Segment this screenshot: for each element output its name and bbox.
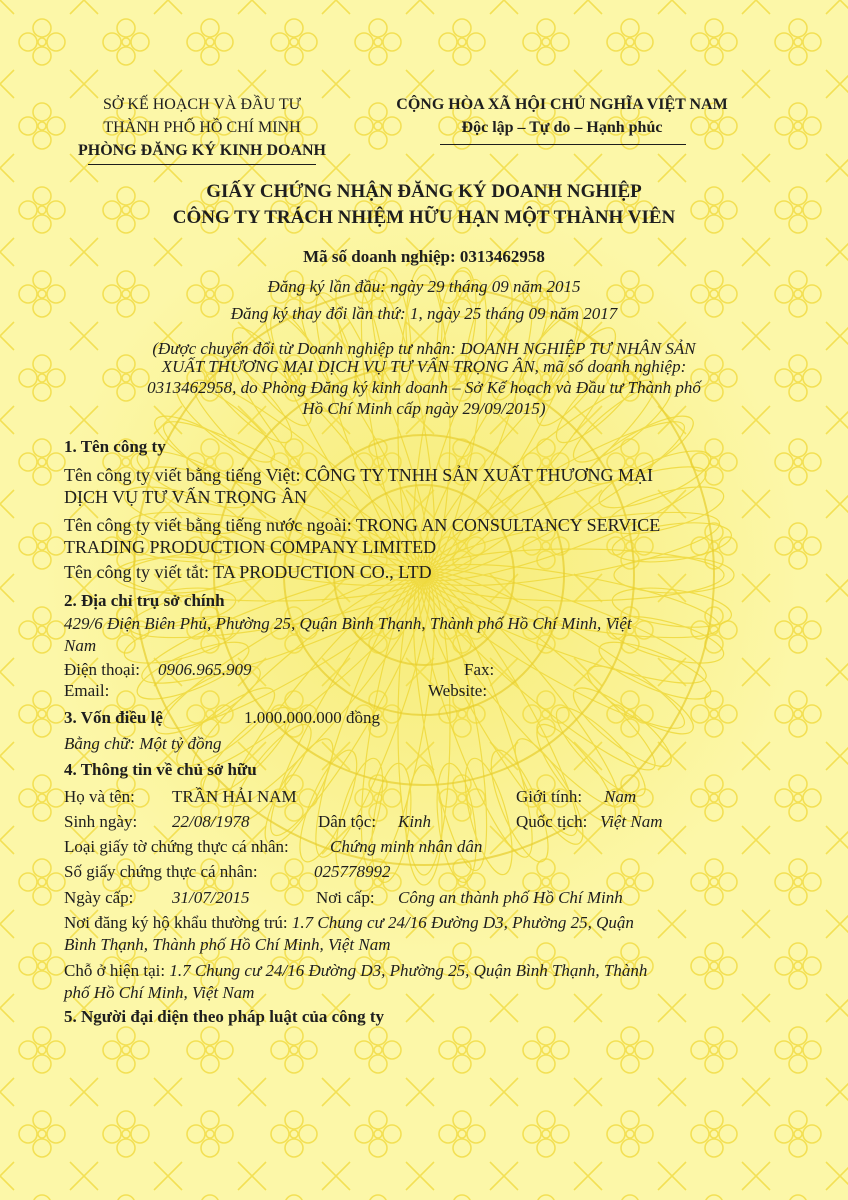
charter-capital-in-words: Bằng chữ: Một tỷ đồng bbox=[64, 734, 222, 753]
permanent-address-value-line2: Bình Thạnh, Thành phố Hồ Chí Minh, Việt Nam bbox=[64, 935, 391, 954]
id-type-label: Loại giấy tờ chứng thực cá nhân: bbox=[64, 837, 289, 856]
current-address-value: 1.7 Chung cư 24/16 Đường D3, Phường 25, Quận Bình Thạnh, Thành bbox=[169, 961, 648, 980]
section4-heading: 4. Thông tin về chủ sở hữu bbox=[64, 760, 257, 779]
agency-name-line1: SỞ KẾ HOẠCH VÀ ĐẦU TƯ bbox=[102, 96, 302, 113]
permanent-address-label: Nơi đăng ký hộ khẩu thường trú: bbox=[64, 913, 288, 932]
company-name-foreign-row bbox=[64, 515, 660, 536]
head-office-address-line2: Nam bbox=[64, 636, 97, 655]
phone-label: Điện thoại: bbox=[64, 660, 141, 679]
id-number-value: 025778992 bbox=[314, 862, 391, 881]
current-address-label: Chỗ ở hiện tại: bbox=[64, 961, 166, 980]
company-short-name-value: TA PRODUCTION CO., LTD bbox=[213, 562, 432, 582]
national-motto: Độc lập – Tự do – Hạnh phúc bbox=[461, 119, 663, 136]
nationality-value: Việt Nam bbox=[600, 812, 663, 831]
agency-name-line3: PHÒNG ĐĂNG KÝ KINH DOANH bbox=[78, 142, 326, 159]
fax-label: Fax: bbox=[464, 660, 495, 679]
website-label: Website: bbox=[428, 681, 488, 700]
company-name-foreign-label: Tên công ty viết bằng tiếng nước ngoài: bbox=[64, 515, 352, 535]
document-title-line1: GIẤY CHỨNG NHẬN ĐĂNG KÝ DOANH NGHIỆP bbox=[206, 181, 642, 202]
issue-date-value: 31/07/2015 bbox=[172, 888, 250, 907]
section5-heading: 5. Người đại diện theo pháp luật của công ty bbox=[64, 1007, 384, 1026]
dob-label: Sinh ngày: bbox=[64, 812, 138, 831]
company-name-vn-row bbox=[64, 465, 653, 486]
owner-name-value: TRẦN HẢI NAM bbox=[172, 787, 297, 806]
company-name-foreign-value: TRONG AN CONSULTANCY SERVICE bbox=[355, 515, 661, 535]
motto-underline bbox=[440, 144, 686, 145]
ethnicity-label: Dân tộc: bbox=[318, 812, 377, 831]
nationality-label: Quốc tịch: bbox=[516, 812, 588, 831]
id-number-label: Số giấy chứng thực cá nhân: bbox=[64, 862, 258, 881]
charter-capital-amount: 1.000.000.000 đồng bbox=[244, 708, 380, 727]
conversion-note-line1: (Được chuyển đổi từ Doanh nghiệp tư nhân: DOANH NGHIỆP TƯ NHÂN SẢN bbox=[152, 339, 696, 358]
company-name-foreign-value-line2: TRADING PRODUCTION COMPANY LIMITED bbox=[64, 537, 437, 557]
section2-heading: 2. Địa chỉ trụ sở chính bbox=[64, 591, 225, 610]
conversion-note-line2: XUẤT THƯƠNG MẠI DỊCH VỤ TƯ VẤN TRỌNG ÂN, mã số doanh nghiệp: bbox=[161, 357, 687, 376]
section3-heading: 3. Vốn điều lệ bbox=[64, 708, 163, 727]
company-name-vn-value: CÔNG TY TNHH SẢN XUẤT THƯƠNG MẠI bbox=[305, 465, 654, 485]
section1-heading: 1. Tên công ty bbox=[64, 437, 166, 456]
conversion-note-line4: Hồ Chí Minh cấp ngày 29/09/2015) bbox=[302, 399, 546, 418]
national-title: CỘNG HÒA XÃ HỘI CHỦ NGHĨA VIỆT NAM bbox=[396, 96, 728, 113]
phone-value: 0906.965.909 bbox=[158, 660, 252, 679]
company-name-vn-value-line2: DỊCH VỤ TƯ VẤN TRỌNG ÂN bbox=[64, 487, 308, 507]
change-registration: Đăng ký thay đổi lần thứ: 1, ngày 25 tháng 09 năm 2017 bbox=[230, 304, 618, 323]
agency-name-line2: THÀNH PHỐ HỒ CHÍ MINH bbox=[103, 119, 301, 136]
company-name-vn-label: Tên công ty viết bằng tiếng Việt: bbox=[64, 465, 301, 485]
ethnicity-value: Kinh bbox=[398, 812, 432, 831]
id-type-value: Chứng minh nhân dân bbox=[330, 837, 483, 856]
conversion-note-line3: 0313462958, do Phòng Đăng ký kinh doanh – Sở Kế hoạch và Đầu tư Thành phố bbox=[147, 378, 701, 397]
company-short-name-label: Tên công ty viết tắt: bbox=[64, 562, 209, 582]
owner-name-label: Họ và tên: bbox=[64, 787, 135, 806]
permanent-address-row bbox=[64, 913, 634, 933]
current-address-value-line2: phố Hồ Chí Minh, Việt Nam bbox=[64, 983, 255, 1002]
permanent-address-value: 1.7 Chung cư 24/16 Đường D3, Phường 25, Quận bbox=[291, 913, 634, 932]
gender-label: Giới tính: bbox=[516, 787, 583, 806]
company-short-name-row bbox=[64, 562, 432, 583]
email-label: Email: bbox=[64, 681, 110, 700]
issue-place-value: Công an thành phố Hồ Chí Minh bbox=[398, 888, 623, 907]
document-title-line2: CÔNG TY TRÁCH NHIỆM HỮU HẠN MỘT THÀNH VIÊN bbox=[172, 207, 676, 228]
gender-value: Nam bbox=[604, 787, 637, 806]
first-registration-date: Đăng ký lần đầu: ngày 29 tháng 09 năm 2015 bbox=[267, 277, 581, 296]
business-code: Mã số doanh nghiệp: 0313462958 bbox=[303, 247, 545, 266]
dob-value: 22/08/1978 bbox=[172, 812, 250, 831]
issue-place-label: Nơi cấp: bbox=[316, 888, 375, 907]
issue-date-label: Ngày cấp: bbox=[64, 888, 134, 907]
agency-underline bbox=[88, 164, 316, 165]
head-office-address-line1: 429/6 Điện Biên Phủ, Phường 25, Quận Bình Thạnh, Thành phố Hồ Chí Minh, Việt bbox=[64, 614, 632, 633]
current-address-row bbox=[64, 961, 647, 981]
